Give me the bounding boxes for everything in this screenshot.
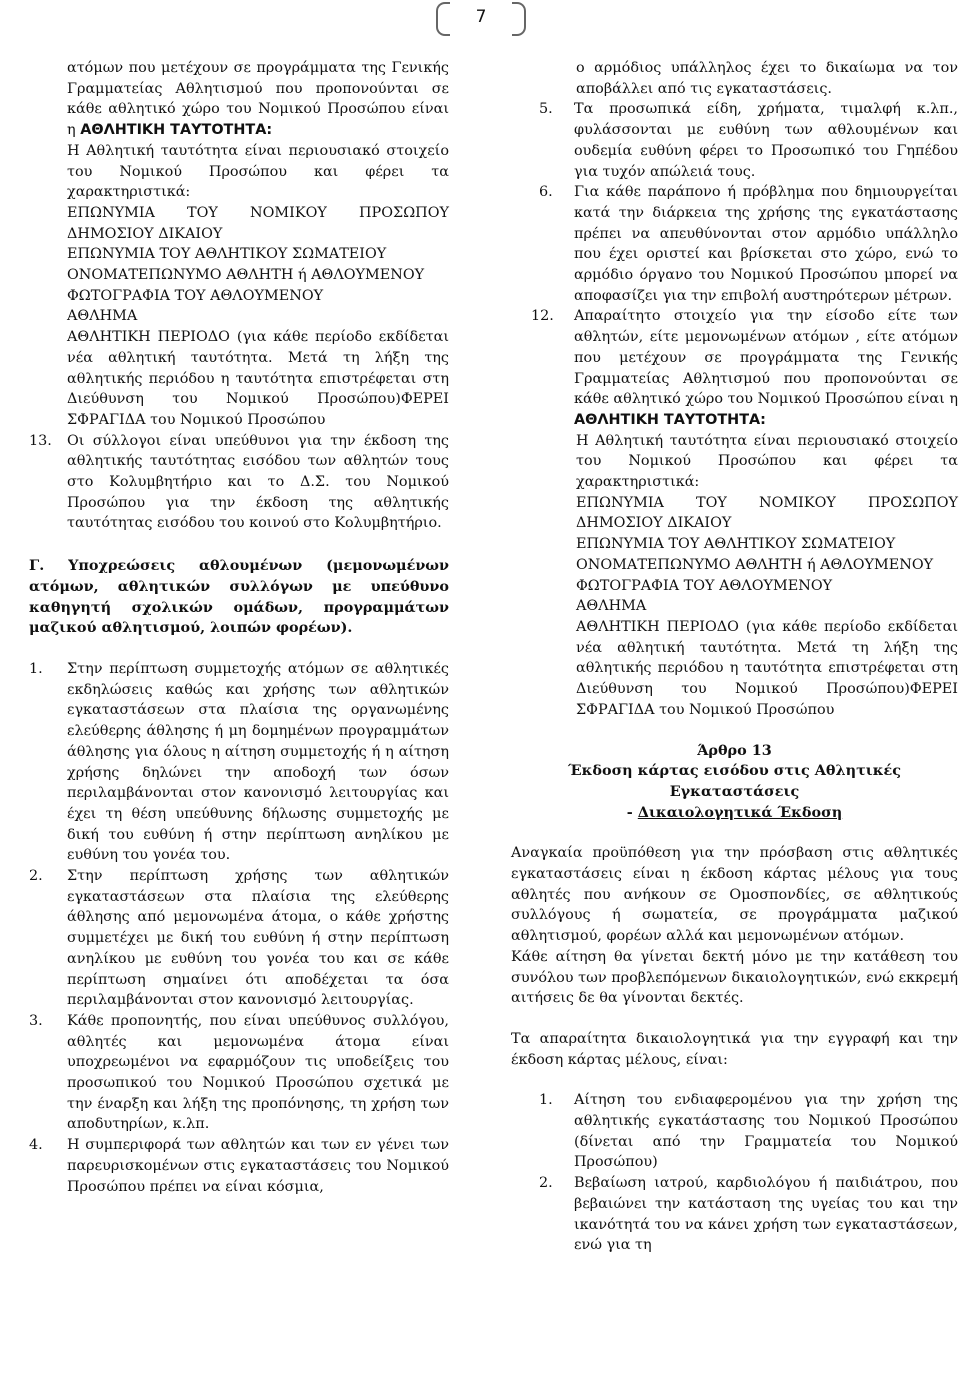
item-number: 3. [29, 1012, 43, 1029]
list-item [29, 1011, 449, 1135]
list-item [29, 866, 449, 1011]
paragraph: Κάθε αίτηση θα γίνεται δεκτή μόνο με την κατάθεση του συνόλου των προβλεπόμενων δικαιολογητικών, ενώ εκκρεμή αιτήσεις δε θα γίνονται δεκτές. [511, 948, 958, 1007]
item-12-description: Η Αθλητική ταυτότητα είναι περιουσιακό στοιχείο του Νομικού Προσώπου και φέρει τα χαρακτηριστικά: [576, 432, 958, 491]
field-4: ΦΩΤΟΓΡΑΦΙΑ ΤΟΥ ΑΘΛΟΥΜΕΝΟΥ [67, 287, 324, 304]
item-text: Στην περίπτωση συμμετοχής ατόμων σε αθλητικές εκδηλώσεις καθώς και χρήσης των αθλητικών εγκαταστάσεων στα πλαίσια της οργανωμένης ελεύθερης άθλησης ή μη δομημένων προγραμμάτων άθλησης για όλους η αίτηση συμμετοχής ή η αίτηση χρήσης δηλώνει την αποδοχή των όσων περιλαμβάνονται στον κανονισμό λειτουργίας και έχει τη θέση υπεύθυνης δήλωσης συμμετοχής με δική του ευθύνη ή στην περίπτωση ανηλίκου με ευθύνη του γονέα του. [67, 660, 449, 864]
list-item [29, 1135, 449, 1197]
paragraph: Τα απαραίτητα δικαιολογητικά για την εγγραφή και την έκδοση κάρτας μέλους, είναι: [511, 1030, 958, 1068]
section-heading: Γ. Υποχρεώσεις αθλουμένων (μεμονωμένων ατόμων, αθλητικών συλλόγων με υπεύθυνο καθηγητή σχολικών ομάδων, προγραμμάτων μαζικού αθλητισμού, λοιπών φορέων). [29, 557, 449, 637]
id-card-label: ΑΘΛΗΤΙΚΗ ΤΑΥΤΟΤΗΤΑ: [574, 411, 766, 428]
item-number: 5. [539, 101, 553, 118]
page-number-box [436, 0, 526, 38]
field-6: ΑΘΛΗΤΙΚΗ ΠΕΡΙΟΔΟ (για κάθε περίοδο εκδίδεται νέα αθλητική ταυτότητα. Μετά τη λήξη της αθλητικής περιόδου η ταυτότητα επιστρέφεται στη Διεύθυνση του Νομικού Προσώπου)ΦΕΡΕΙ ΣΦΡΑΓΙΔΑ του Νομικού Προσώπου [576, 618, 958, 718]
item-text: Η συμπεριφορά των αθλητών και των εν γένει των παρευρισκομένων στις εγκαταστάσεις του Νομικού Προσώπου πρέπει να είναι κόσμια, [67, 1137, 449, 1195]
field-2: ΕΠΩΝΥΜΙΑ ΤΟΥ ΑΘΛΗΤΙΚΟΥ ΣΩΜΑΤΕΙΟΥ [67, 246, 387, 263]
field-2: ΕΠΩΝΥΜΙΑ ΤΟΥ ΑΘΛΗΤΙΚΟΥ ΣΩΜΑΤΕΙΟΥ [576, 536, 896, 553]
list-item [511, 99, 958, 182]
item-number: 1. [539, 1092, 553, 1109]
field-1: ΕΠΩΝΥΜΙΑ ΤΟΥ ΝΟΜΙΚΟΥ ΠΡΟΣΩΠΟΥ ΔΗΜΟΣΙΟΥ ΔΙΚΑΙΟΥ [576, 494, 958, 532]
article-title: Άρθρο 13 [697, 741, 772, 759]
intro-description: Η Αθλητική ταυτότητα είναι περιουσιακό στοιχείο του Νομικού Προσώπου και φέρει τα χαρακτηριστικά: [67, 142, 449, 201]
field-6: ΑΘΛΗΤΙΚΗ ΠΕΡΙΟΔΟ (για κάθε περίοδο εκδίδεται νέα αθλητική ταυτότητα. Μετά τη λήξη της αθλητικής περιόδου η ταυτότητα επιστρέφεται στη Διεύθυνση του Νομικού Προσώπου)ΦΕΡΕΙ ΣΦΡΑΓΙΔΑ του Νομικού Προσώπου [67, 329, 449, 428]
article-subtitle-2: - Δικαιολογητικά Έκδοση [626, 803, 843, 821]
item-text: Στην περίπτωση χρήσης των αθλητικών εγκαταστάσεων στα πλαίσια της ελεύθερης άθλησης από μεμονωμένα άτομα, ο κάθε χρήστης συμμετέχει με δική του ευθύνη ή στην περίπτωση ανηλίκου με ευθύνη του γονέα του και σε κάθε περίπτωση σημαίνει ότι αποδέχεται τα όσα περιλαμβάνονται στον κανονισμό λειτουργίας. [67, 868, 449, 1009]
field-5: ΑΘΛΗΜΑ [67, 308, 138, 325]
item-number: 4. [29, 1137, 43, 1154]
list-item [511, 1090, 958, 1173]
right-column [511, 58, 958, 1256]
right-brace-decoration [512, 2, 526, 36]
item-number: 2. [29, 868, 43, 885]
item-number: 6. [539, 184, 553, 201]
article-subtitle: Έκδοση κάρτας εισόδου στις Αθλητικές Εγκαταστάσεις [567, 762, 902, 800]
field-4: ΦΩΤΟΓΡΑΦΙΑ ΤΟΥ ΑΘΛΟΥΜΕΝΟΥ [576, 577, 833, 594]
item-number: 1. [29, 660, 43, 677]
item-13 [29, 431, 449, 535]
field-5: ΑΘΛΗΜΑ [576, 598, 647, 615]
item-12: 12. Απαραίτητο στοιχείο για την είσοδο είτε των αθλητών, είτε μεμονωμένων ατόμων , είτε ατόμων που μετέχουν σε προγράμματα της Γενικής Γραμματείας Αθλητισμού που προπονούνται σε κάθε αθλητικό χώρο του Νομικού Προσώπου είναι η ΑΘΛΗΤΙΚΗ ΤΑΥΤΟΤΗΤΑ: [531, 308, 958, 428]
list-item [29, 659, 449, 866]
item-number: 12. [531, 308, 554, 325]
list-item [511, 182, 958, 306]
item-number: 13. [29, 432, 52, 449]
item-text: Κάθε προπονητής, που είναι υπεύθυνος συλλόγου, αθλητές και μεμονωμένα άτομα είναι υποχρεωμένοι να εφαρμόζουν τις υποδείξεις του προσωπικού του Νομικού Προσώπου σχετικά με την έναρξη και λήξη της προπόνησης, τη χρήση των αποδυτηρίων, κ.λπ. [67, 1012, 449, 1133]
item-number: 2. [539, 1175, 553, 1192]
field-3: ΟΝΟΜΑΤΕΠΩΝΥΜΟ ΑΘΛΗΤΗ ή ΑΘΛΟΥΜΕΝΟΥ [67, 267, 425, 284]
item-text: Βεβαίωση ιατρού, καρδιολόγου ή παιδιάτρου, που βεβαιώνει την κατάσταση της υγείας του και την ικανότητά του να κάνει χρήση των εγκαταστάσεων, ενώ για τη [574, 1175, 958, 1254]
item-text: Για κάθε παράπονο ή πρόβλημα που δημιουργείται κατά την διάρκεια της χρήσης της εγκατάστασης πρέπει να απευθύνονται στον αρμόδιο υπάλληλο που έχει οριστεί και βρίσκεται στο χώρο, ενώ το αρμόδιο όργανο του Νομικού Προσώπου μπορεί να αποφασίζει για την επιβολή αυστηρότερων μέτρων. [574, 184, 958, 304]
field-3: ΟΝΟΜΑΤΕΠΩΝΥΜΟ ΑΘΛΗΤΗ ή ΑΘΛΟΥΜΕΝΟΥ [576, 556, 934, 573]
item-text: Αίτηση του ενδιαφερομένου για την χρήση της αθλητικής εγκατάστασης του Νομικού Προσώπου (δίνεται από την Γραμματεία του Νομικού Προσώπου) [574, 1092, 958, 1171]
paragraph: Αναγκαία προϋπόθεση για την πρόσβαση στις αθλητικές εγκαταστάσεις είναι η έκδοση κάρτας μέλους για τους αθλητές που ανήκουν σε Ομοσπονδίες, σε αθλητικούς συλλόγους ή σωματεία, σε προγράμματα μαζικού αθλητισμού, φορέων αλλά και μεμονωμένων ατόμων. [511, 845, 958, 945]
left-column [29, 58, 449, 1197]
item-text: Οι σύλλογοι είναι υπεύθυνοι για την έκδοση της αθλητικής ταυτότητας εισόδου των αθλητών τους στο Κολυμβητήριο και το Δ.Σ. του Νομικού Προσώπου για την έκδοση της αθλητικής ταυτότητας εισόδου του κοινού στο Κολυμβητήριο. [67, 432, 449, 532]
page-number: 7 [475, 7, 487, 27]
id-card-label: ΑΘΛΗΤΙΚΗ ΤΑΥΤΟΤΗΤΑ: [80, 122, 273, 139]
intro-paragraph: ατόμων που μετέχουν σε προγράμματα της Γενικής Γραμματείας Αθλητισμού που προπονούνται σε κάθε αθλητικό χώρο του Νομικού Προσώπου είναι η ΑΘΛΗΤΙΚΗ ΤΑΥΤΟΤΗΤΑ: [67, 60, 449, 139]
field-1: ΕΠΩΝΥΜΙΑ ΤΟΥ ΝΟΜΙΚΟΥ ΠΡΟΣΩΠΟΥ ΔΗΜΟΣΙΟΥ ΔΙΚΑΙΟΥ [67, 204, 449, 242]
continued-text: ο αρμόδιος υπάλληλος έχει το δικαίωμα να τον αποβάλλει από τις εγκαταστάσεις. [576, 60, 958, 97]
list-item [511, 1173, 958, 1256]
item-text: Τα προσωπικά είδη, χρήματα, τιμαλφή κ.λπ., φυλάσσονται με ευθύνη των αθλουμένων και ουδεμία ευθύνη φέρει το Προσωπικό του Γηπέδου για τυχόν απώλειά τους. [574, 101, 958, 180]
